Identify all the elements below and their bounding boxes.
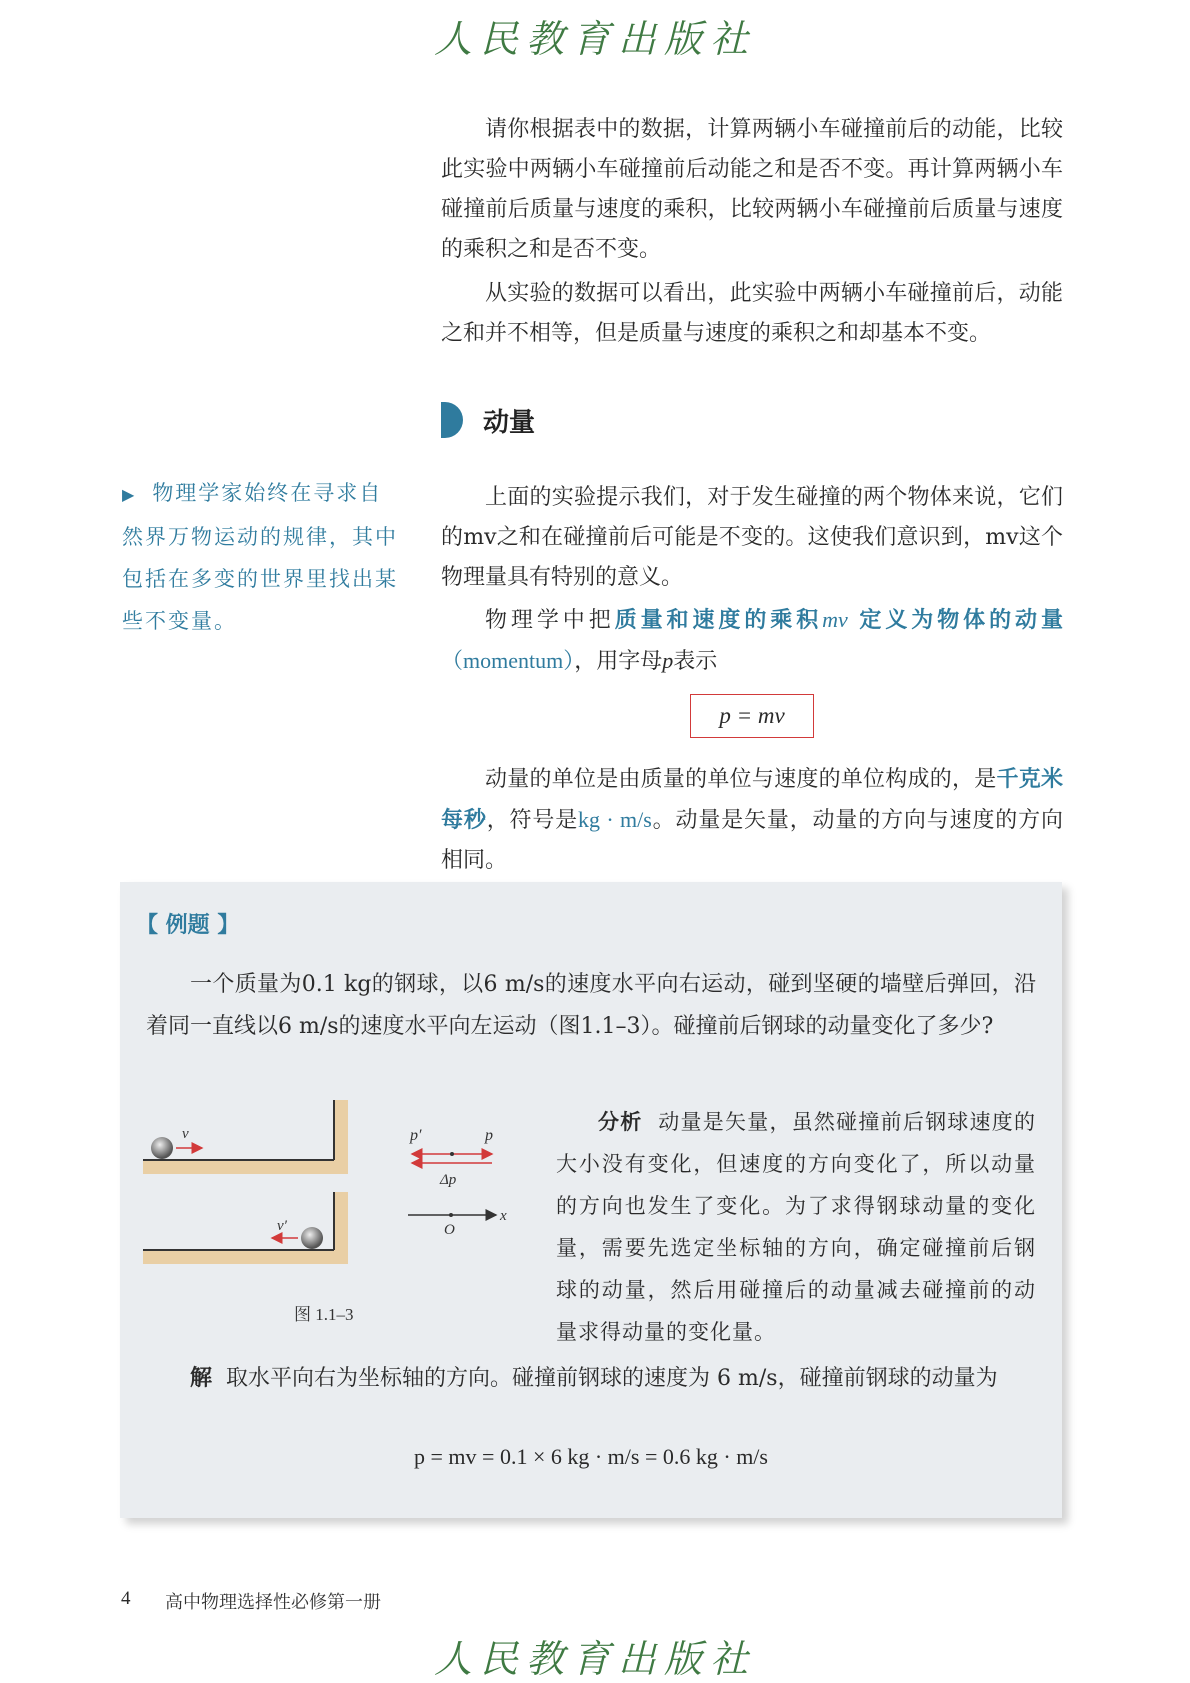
label-v: v: [182, 1126, 189, 1142]
section-paragraph-3: 动量的单位是由质量的单位与速度的单位构成的，是千克米每秒，符号是kg · m/s。动量是矢量，动量的方向与速度的方向相同。: [441, 767, 1063, 873]
section-paragraph-1: 上面的实验提示我们，对于发生碰撞的两个物体来说，它们的mv之和在碰撞前后可能是不变的。这使我们意识到，mv这个物理量具有特别的意义。: [441, 485, 1063, 590]
wall-top: [334, 1100, 348, 1174]
triangle-bullet-icon: ▶: [122, 485, 137, 504]
label-p-prime: p′: [410, 1127, 422, 1144]
book-title: 高中物理选择性必修第一册: [165, 1592, 381, 1613]
label-delta-p: Δp: [440, 1172, 457, 1188]
momentum-formula: p = mv: [690, 694, 814, 738]
section-paragraph-2: 物理学中把质量和速度的乘积mv 定义为物体的动量（momentum），用字母p表示: [441, 607, 1063, 674]
example-label: 【 例题 】: [136, 913, 240, 938]
ball-before: [151, 1137, 173, 1159]
publisher-logo-bottom: 人民教育出版社: [433, 1637, 756, 1681]
example-solution: 解 取水平向右为坐标轴的方向。碰撞前钢球的速度为 6 m/s，碰撞前钢球的动量为: [190, 1366, 998, 1391]
page-number: 4: [121, 1588, 131, 1609]
collision-figure: [140, 1100, 540, 1290]
figure-caption: 图 1.1–3: [294, 1305, 354, 1324]
floor-top: [143, 1160, 348, 1174]
example-tab: [120, 882, 370, 904]
label-o: O: [444, 1222, 455, 1238]
section-title: 动量: [483, 408, 536, 438]
wall-bottom: [334, 1192, 348, 1264]
intro-paragraph-2: 从实验的数据可以看出，此实验中两辆小车碰撞前后，动能之和并不相等，但是质量与速度的乘积之和却基本不变。: [441, 281, 1063, 346]
side-note: [122, 472, 404, 642]
section-marker-icon: [441, 402, 463, 438]
label-v-prime: v′: [277, 1218, 287, 1234]
floor-bottom: [143, 1250, 348, 1264]
publisher-logo-top: 人民教育出版社: [433, 17, 756, 61]
ball-after: [301, 1227, 323, 1249]
side-note-text: 物理学家始终在寻求自然界万物运动的规律，其中包括在多变的世界里找出某些不变量。: [122, 481, 398, 633]
solution-formula: p = mv = 0.1 × 6 kg · m/s = 0.6 kg · m/s: [414, 1444, 768, 1469]
label-p: p: [485, 1127, 493, 1144]
example-problem: 一个质量为0.1 kg的钢球，以6 m/s的速度水平向右运动，碰到坚硬的墙壁后弹回，沿着同一直线以6 m/s的速度水平向左运动（图1.1–3）。碰撞前后钢球的动量变化了多少?: [146, 972, 1036, 1039]
intro-paragraph-1: 请你根据表中的数据，计算两辆小车碰撞前后的动能，比较此实验中两辆小车碰撞前后动能之和是否不变。再计算两辆小车碰撞前后质量与速度的乘积，比较两辆小车碰撞前后质量与速度的乘积之和是否不变。: [441, 117, 1063, 262]
label-x: x: [500, 1208, 507, 1224]
example-analysis: 分析 动量是矢量，虽然碰撞前后钢球速度的大小没有变化，但速度的方向变化了，所以动量的方向也发生了变化。为了求得钢球动量的变化量，需要先选定坐标轴的方向，确定碰撞前后钢球的动量，然后用碰撞后的动量减去碰撞前的动量求得动量的变化量。: [556, 1110, 1037, 1344]
